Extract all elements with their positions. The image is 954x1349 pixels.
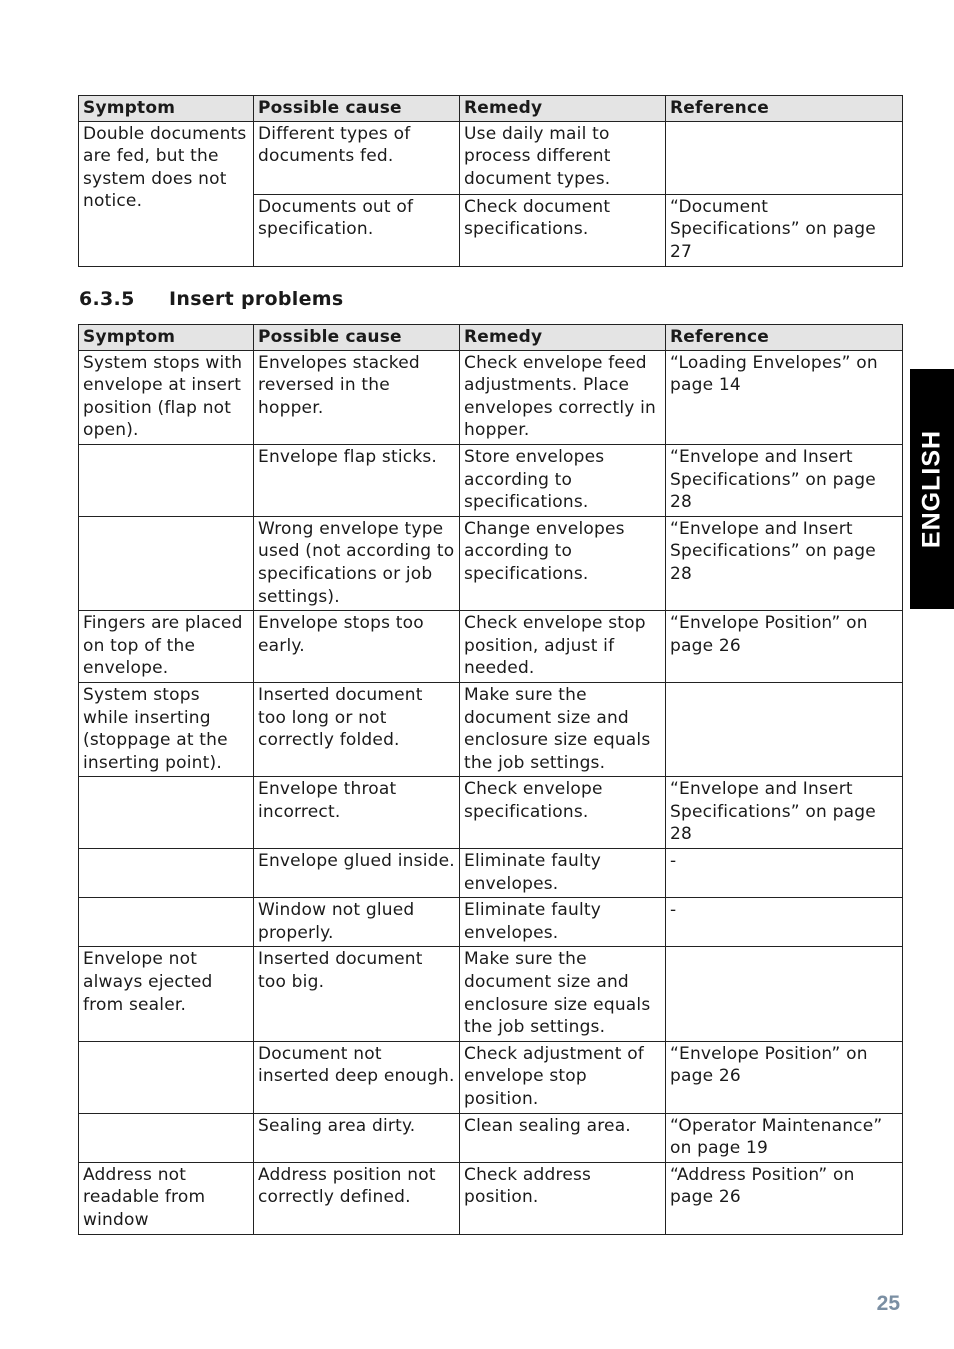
symptom-cell [79,1113,254,1162]
remedy-cell: Clean sealing area. [460,1113,666,1162]
reference-cell: “Envelope Position” on page 26 [666,611,903,683]
symptom-cell [79,444,254,516]
reference-cell [666,682,903,776]
remedy-cell: Check envelope stop position, adjust if needed. [460,611,666,683]
reference-cell: - [666,849,903,898]
remedy-cell: Check document specifications. [460,194,666,266]
cause-cell: Inserted document too big. [254,947,460,1041]
symptom-cell: System stops with envelope at insert position (flap not open). [79,350,254,444]
header-symptom: Symptom [79,325,254,351]
cause-cell: Envelope stops too early. [254,611,460,683]
language-tab [910,369,954,609]
cause-cell: Inserted document too long or not correctly folded. [254,682,460,776]
cause-cell: Wrong envelope type used (not according to specifications or job settings). [254,516,460,610]
remedy-cell: Eliminate faulty envelopes. [460,849,666,898]
reference-cell: - [666,898,903,947]
symptom-cell [79,898,254,947]
language-tab-label: ENGLISH [917,429,946,549]
header-possible-cause: Possible cause [254,96,460,122]
reference-cell: “Document Specifications” on page 27 [666,194,903,266]
table-row [79,1162,903,1234]
table-row [79,516,903,610]
table-header-row [79,96,903,122]
table-row [79,898,903,947]
section-heading [79,288,344,310]
symptom-cell: Fingers are placed on top of the envelope. [79,611,254,683]
symptom-cell [79,849,254,898]
symptom-cell [79,1041,254,1113]
cause-cell: Envelopes stacked reversed in the hopper. [254,350,460,444]
remedy-cell: Check adjustment of envelope stop position. [460,1041,666,1113]
cause-cell: Envelope throat incorrect. [254,777,460,849]
header-remedy: Remedy [460,325,666,351]
table-row [79,682,903,776]
header-remedy: Remedy [460,96,666,122]
section-title: Insert problems [169,288,344,310]
insert-problems-table [78,324,903,1235]
reference-cell: “Envelope Position” on page 26 [666,1041,903,1113]
table-row [79,350,903,444]
reference-cell: “Envelope and Insert Specifications” on page 28 [666,777,903,849]
remedy-cell: Check envelope feed adjustments. Place envelopes correctly in hopper. [460,350,666,444]
header-possible-cause: Possible cause [254,325,460,351]
reference-cell [666,121,903,194]
remedy-cell: Check address position. [460,1162,666,1234]
cause-cell: Window not glued properly. [254,898,460,947]
remedy-cell: Make sure the document size and enclosure size equals the job settings. [460,947,666,1041]
symptom-cell [79,516,254,610]
table-row [79,849,903,898]
table-header-row [79,325,903,351]
remedy-cell: Eliminate faulty envelopes. [460,898,666,947]
symptom-cell: Double documents are fed, but the system does not notice. [79,121,254,266]
page-number: 25 [876,1292,900,1315]
cause-cell: Different types of documents fed. [254,121,460,194]
table-row [79,444,903,516]
cause-cell: Envelope flap sticks. [254,444,460,516]
reference-cell: “Operator Maintenance” on page 19 [666,1113,903,1162]
cause-cell: Document not inserted deep enough. [254,1041,460,1113]
table-row [79,947,903,1041]
table-row [79,121,903,194]
remedy-cell: Change envelopes according to specifications. [460,516,666,610]
symptom-cell [79,777,254,849]
table-row [79,777,903,849]
remedy-cell: Make sure the document size and enclosure size equals the job settings. [460,682,666,776]
reference-cell: “Address Position” on page 26 [666,1162,903,1234]
reference-cell: “Envelope and Insert Specifications” on page 28 [666,516,903,610]
cause-cell: Envelope glued inside. [254,849,460,898]
section-number: 6.3.5 [79,288,135,310]
symptom-cell: Address not readable from window [79,1162,254,1234]
header-reference: Reference [666,96,903,122]
reference-cell: “Envelope and Insert Specifications” on page 28 [666,444,903,516]
table-row [79,1113,903,1162]
cause-cell: Address position not correctly defined. [254,1162,460,1234]
remedy-cell: Store envelopes according to specifications. [460,444,666,516]
table-row [79,1041,903,1113]
symptom-cell: System stops while inserting (stoppage at the inserting point). [79,682,254,776]
double-documents-table [78,95,903,267]
reference-cell: “Loading Envelopes” on page 14 [666,350,903,444]
remedy-cell: Check envelope specifications. [460,777,666,849]
header-reference: Reference [666,325,903,351]
header-symptom: Symptom [79,96,254,122]
symptom-cell: Envelope not always ejected from sealer. [79,947,254,1041]
reference-cell [666,947,903,1041]
remedy-cell: Use daily mail to process different document types. [460,121,666,194]
cause-cell: Sealing area dirty. [254,1113,460,1162]
cause-cell: Documents out of specification. [254,194,460,266]
table-row [79,611,903,683]
